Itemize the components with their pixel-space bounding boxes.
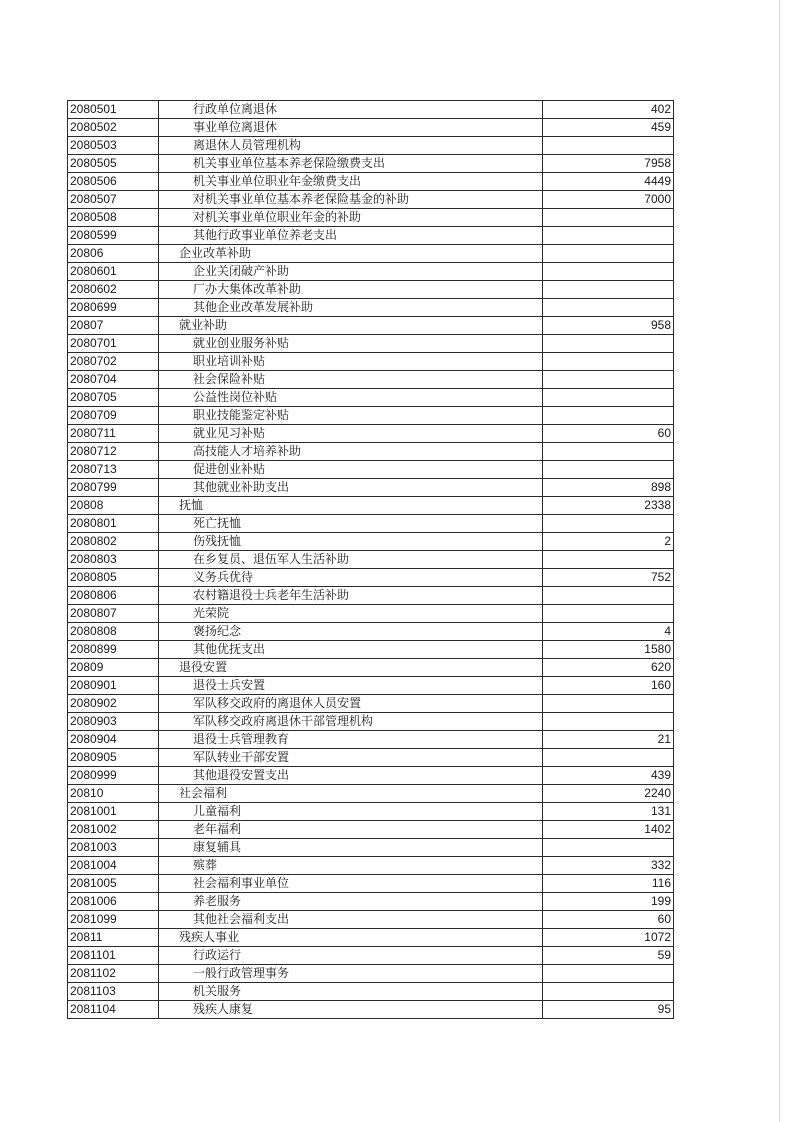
subject-code-cell: 2080901 (68, 677, 159, 695)
subject-name-cell: 一般行政管理事务 (159, 965, 543, 983)
table-row (68, 119, 674, 137)
subject-name-cell: 老年福利 (159, 821, 543, 839)
subject-code-cell: 2080808 (68, 623, 159, 641)
subject-name-cell: 公益性岗位补贴 (159, 389, 543, 407)
subject-code-cell: 2081099 (68, 911, 159, 929)
subject-code-cell: 2080902 (68, 695, 159, 713)
amount-cell: 4449 (543, 173, 674, 191)
subject-code-cell: 2080712 (68, 443, 159, 461)
subject-name-cell: 退役士兵管理教育 (159, 731, 543, 749)
table-row (68, 803, 674, 821)
amount-cell (543, 749, 674, 767)
subject-code-cell: 2080602 (68, 281, 159, 299)
subject-name-cell: 义务兵优待 (159, 569, 543, 587)
amount-cell (543, 695, 674, 713)
amount-cell (543, 299, 674, 317)
subject-name-cell: 其他退役安置支出 (159, 767, 543, 785)
subject-code-cell: 20810 (68, 785, 159, 803)
table-row (68, 155, 674, 173)
amount-cell: 332 (543, 857, 674, 875)
subject-name-cell: 其他企业改革发展补助 (159, 299, 543, 317)
amount-cell (543, 227, 674, 245)
subject-name-cell: 行政运行 (159, 947, 543, 965)
subject-code-cell: 2080803 (68, 551, 159, 569)
table-row (68, 299, 674, 317)
subject-name-cell: 企业改革补助 (159, 245, 543, 263)
amount-cell (543, 245, 674, 263)
table-row (68, 263, 674, 281)
subject-name-cell: 其他就业补助支出 (159, 479, 543, 497)
subject-name-cell: 退役士兵安置 (159, 677, 543, 695)
amount-cell: 1072 (543, 929, 674, 947)
table-row (68, 965, 674, 983)
table-row (68, 1001, 674, 1019)
amount-cell: 60 (543, 425, 674, 443)
amount-cell: 116 (543, 875, 674, 893)
subject-code-cell: 2080807 (68, 605, 159, 623)
amount-cell: 59 (543, 947, 674, 965)
table-row (68, 227, 674, 245)
subject-code-cell: 2081103 (68, 983, 159, 1001)
amount-cell (543, 389, 674, 407)
amount-cell: 958 (543, 317, 674, 335)
subject-code-cell: 20806 (68, 245, 159, 263)
subject-code-cell: 2080711 (68, 425, 159, 443)
subject-name-cell: 就业补助 (159, 317, 543, 335)
subject-code-cell: 2080508 (68, 209, 159, 227)
table-row (68, 893, 674, 911)
subject-name-cell: 在乡复员、退伍军人生活补助 (159, 551, 543, 569)
amount-cell: 2338 (543, 497, 674, 515)
subject-code-cell: 2081003 (68, 839, 159, 857)
subject-code-cell: 2080709 (68, 407, 159, 425)
amount-cell (543, 335, 674, 353)
table-row (68, 983, 674, 1001)
amount-cell: 439 (543, 767, 674, 785)
subject-name-cell: 残疾人事业 (159, 929, 543, 947)
table-row (68, 191, 674, 209)
subject-name-cell: 儿童福利 (159, 803, 543, 821)
table-row (68, 659, 674, 677)
subject-name-cell: 光荣院 (159, 605, 543, 623)
budget-table-body (68, 101, 674, 1019)
amount-cell (543, 605, 674, 623)
amount-cell: 402 (543, 101, 674, 119)
amount-cell: 2240 (543, 785, 674, 803)
subject-code-cell: 2080601 (68, 263, 159, 281)
amount-cell: 4 (543, 623, 674, 641)
amount-cell (543, 965, 674, 983)
table-row (68, 875, 674, 893)
amount-cell: 7958 (543, 155, 674, 173)
table-row (68, 551, 674, 569)
subject-name-cell: 褒扬纪念 (159, 623, 543, 641)
table-row (68, 353, 674, 371)
amount-cell: 131 (543, 803, 674, 821)
amount-cell: 60 (543, 911, 674, 929)
subject-name-cell: 就业创业服务补贴 (159, 335, 543, 353)
subject-code-cell: 2080903 (68, 713, 159, 731)
subject-code-cell: 2080899 (68, 641, 159, 659)
subject-name-cell: 殡葬 (159, 857, 543, 875)
amount-cell (543, 839, 674, 857)
table-row (68, 407, 674, 425)
subject-code-cell: 2080501 (68, 101, 159, 119)
table-row (68, 425, 674, 443)
subject-name-cell: 死亡抚恤 (159, 515, 543, 533)
subject-name-cell: 厂办大集体改革补助 (159, 281, 543, 299)
table-row (68, 515, 674, 533)
subject-name-cell: 军队转业干部安置 (159, 749, 543, 767)
subject-code-cell: 2081101 (68, 947, 159, 965)
table-row (68, 335, 674, 353)
table-row (68, 605, 674, 623)
subject-code-cell: 2080502 (68, 119, 159, 137)
table-row (68, 101, 674, 119)
subject-name-cell: 社会福利事业单位 (159, 875, 543, 893)
subject-code-cell: 2081004 (68, 857, 159, 875)
table-row (68, 497, 674, 515)
subject-name-cell: 农村籍退役士兵老年生活补助 (159, 587, 543, 605)
subject-name-cell: 促进创业补贴 (159, 461, 543, 479)
table-row (68, 857, 674, 875)
subject-name-cell: 伤残抚恤 (159, 533, 543, 551)
table-row (68, 623, 674, 641)
subject-code-cell: 2080599 (68, 227, 159, 245)
amount-cell: 620 (543, 659, 674, 677)
subject-code-cell: 2080905 (68, 749, 159, 767)
subject-name-cell: 对机关事业单位基本养老保险基金的补助 (159, 191, 543, 209)
subject-code-cell: 2080507 (68, 191, 159, 209)
subject-code-cell: 2080799 (68, 479, 159, 497)
subject-name-cell: 社会保险补贴 (159, 371, 543, 389)
subject-code-cell: 2080713 (68, 461, 159, 479)
table-row (68, 371, 674, 389)
amount-cell (543, 371, 674, 389)
amount-cell: 199 (543, 893, 674, 911)
amount-cell (543, 407, 674, 425)
subject-name-cell: 抚恤 (159, 497, 543, 515)
subject-name-cell: 就业见习补贴 (159, 425, 543, 443)
amount-cell: 21 (543, 731, 674, 749)
subject-name-cell: 行政单位离退休 (159, 101, 543, 119)
subject-name-cell: 其他社会福利支出 (159, 911, 543, 929)
table-row (68, 839, 674, 857)
amount-cell (543, 443, 674, 461)
subject-name-cell: 机关服务 (159, 983, 543, 1001)
table-row (68, 173, 674, 191)
amount-cell (543, 551, 674, 569)
table-row (68, 785, 674, 803)
subject-code-cell: 2080506 (68, 173, 159, 191)
amount-cell: 95 (543, 1001, 674, 1019)
table-row (68, 137, 674, 155)
amount-cell (543, 209, 674, 227)
amount-cell (543, 263, 674, 281)
table-row (68, 695, 674, 713)
table-row (68, 281, 674, 299)
amount-cell: 1580 (543, 641, 674, 659)
subject-name-cell: 社会福利 (159, 785, 543, 803)
subject-name-cell: 职业技能鉴定补贴 (159, 407, 543, 425)
subject-name-cell: 离退休人员管理机构 (159, 137, 543, 155)
subject-code-cell: 2080702 (68, 353, 159, 371)
subject-name-cell: 养老服务 (159, 893, 543, 911)
subject-name-cell: 职业培训补贴 (159, 353, 543, 371)
subject-code-cell: 2081102 (68, 965, 159, 983)
subject-code-cell: 2081005 (68, 875, 159, 893)
subject-code-cell: 2080801 (68, 515, 159, 533)
amount-cell (543, 281, 674, 299)
subject-code-cell: 20811 (68, 929, 159, 947)
table-row (68, 731, 674, 749)
subject-name-cell: 机关事业单位职业年金缴费支出 (159, 173, 543, 191)
subject-code-cell: 20809 (68, 659, 159, 677)
subject-code-cell: 2080805 (68, 569, 159, 587)
amount-cell: 752 (543, 569, 674, 587)
subject-code-cell: 20808 (68, 497, 159, 515)
subject-name-cell: 退役安置 (159, 659, 543, 677)
subject-name-cell: 企业关闭破产补助 (159, 263, 543, 281)
subject-name-cell: 事业单位离退休 (159, 119, 543, 137)
amount-cell (543, 353, 674, 371)
table-row (68, 569, 674, 587)
budget-table (67, 100, 674, 1019)
subject-name-cell: 军队移交政府的离退休人员安置 (159, 695, 543, 713)
subject-code-cell: 2081002 (68, 821, 159, 839)
subject-name-cell: 高技能人才培养补助 (159, 443, 543, 461)
table-row (68, 245, 674, 263)
amount-cell: 459 (543, 119, 674, 137)
amount-cell: 160 (543, 677, 674, 695)
table-row (68, 947, 674, 965)
table-row (68, 461, 674, 479)
subject-code-cell: 2080999 (68, 767, 159, 785)
table-row (68, 929, 674, 947)
subject-code-cell: 2080802 (68, 533, 159, 551)
amount-cell (543, 713, 674, 731)
subject-code-cell: 2080806 (68, 587, 159, 605)
table-row (68, 677, 674, 695)
subject-code-cell: 2080705 (68, 389, 159, 407)
table-row (68, 911, 674, 929)
table-row (68, 317, 674, 335)
table-row (68, 713, 674, 731)
table-row (68, 389, 674, 407)
table-row (68, 821, 674, 839)
table-row (68, 749, 674, 767)
subject-name-cell: 康复辅具 (159, 839, 543, 857)
table-row (68, 533, 674, 551)
amount-cell (543, 983, 674, 1001)
subject-code-cell: 2081104 (68, 1001, 159, 1019)
table-row (68, 767, 674, 785)
table-row (68, 641, 674, 659)
subject-name-cell: 其他行政事业单位养老支出 (159, 227, 543, 245)
amount-cell (543, 461, 674, 479)
amount-cell: 1402 (543, 821, 674, 839)
subject-code-cell: 2080701 (68, 335, 159, 353)
subject-code-cell: 2080904 (68, 731, 159, 749)
subject-code-cell: 2080505 (68, 155, 159, 173)
amount-cell: 898 (543, 479, 674, 497)
subject-name-cell: 对机关事业单位职业年金的补助 (159, 209, 543, 227)
page-edge-line (779, 0, 780, 1122)
subject-name-cell: 残疾人康复 (159, 1001, 543, 1019)
subject-name-cell: 其他优抚支出 (159, 641, 543, 659)
table-row (68, 443, 674, 461)
subject-code-cell: 2081006 (68, 893, 159, 911)
amount-cell: 7000 (543, 191, 674, 209)
subject-name-cell: 机关事业单位基本养老保险缴费支出 (159, 155, 543, 173)
subject-code-cell: 2080503 (68, 137, 159, 155)
amount-cell (543, 587, 674, 605)
subject-code-cell: 20807 (68, 317, 159, 335)
table-row (68, 209, 674, 227)
amount-cell (543, 515, 674, 533)
subject-name-cell: 军队移交政府离退休干部管理机构 (159, 713, 543, 731)
subject-code-cell: 2080704 (68, 371, 159, 389)
amount-cell: 2 (543, 533, 674, 551)
table-row (68, 479, 674, 497)
table-row (68, 587, 674, 605)
subject-code-cell: 2080699 (68, 299, 159, 317)
subject-code-cell: 2081001 (68, 803, 159, 821)
amount-cell (543, 137, 674, 155)
